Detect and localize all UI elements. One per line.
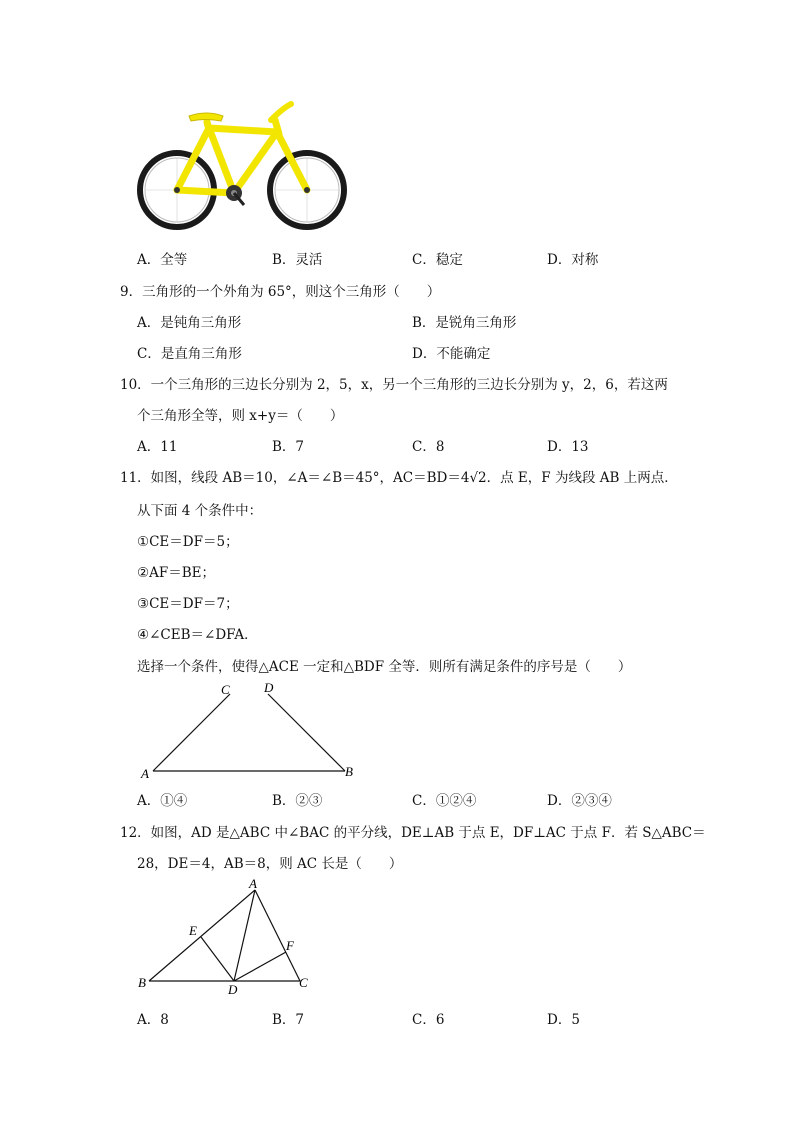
q11-label-b: B <box>345 764 353 779</box>
q8-option-b[interactable]: B．灵活 <box>272 252 323 268</box>
q12-stem-line1: 12．如图，AD 是△ABC 中∠BAC 的平分线，DE⊥AB 于点 E，DF⊥AC 于点 F．若 S△ABC＝ <box>120 825 706 841</box>
q10-option-c[interactable]: C．8 <box>412 439 445 455</box>
q12-label-b: B <box>138 975 146 990</box>
q12-label-e: E <box>189 923 197 938</box>
q10-option-b[interactable]: B．7 <box>272 439 305 455</box>
q11-segment-bd <box>268 694 345 771</box>
q11-option-c[interactable]: C．①②④ <box>412 793 477 809</box>
q11-option-b[interactable]: B．②③ <box>272 793 323 809</box>
q9-option-a[interactable]: A．是钝角三角形 <box>137 315 242 331</box>
q11-stem-line2: 从下面 4 个条件中： <box>137 503 263 519</box>
q12-segment-ac <box>255 890 300 981</box>
q10-option-d[interactable]: D．13 <box>547 439 589 455</box>
q11-label-d: D <box>264 680 274 695</box>
q10-stem-line1: 10．一个三角形的三边长分别为 2，5，x，另一个三角形的三边长分别为 y，2，6，若这两 <box>120 377 668 393</box>
q11-option-a[interactable]: A．①④ <box>137 793 188 809</box>
q11-label-c: C <box>221 682 230 697</box>
q11-label-a: A <box>141 766 149 781</box>
q12-option-b[interactable]: B．7 <box>272 1012 305 1028</box>
q12-label-c: C <box>299 975 308 990</box>
q12-label-f: F <box>286 938 294 953</box>
q11-segment-ac <box>153 694 230 771</box>
q12-option-a[interactable]: A．8 <box>137 1012 169 1028</box>
q12-segment-ab <box>149 890 255 981</box>
q12-option-c[interactable]: C．6 <box>412 1012 445 1028</box>
bicycle-image <box>137 100 352 237</box>
q11-condition-4: ④∠CEB＝∠DFA． <box>137 627 258 643</box>
q11-condition-2: ②AF＝BE； <box>137 565 215 581</box>
q11-option-d[interactable]: D．②③④ <box>547 793 612 809</box>
q9-option-b[interactable]: B．是锐角三角形 <box>412 315 517 331</box>
q11-stem-line1: 11．如图，线段 AB＝10，∠A＝∠B＝45°，AC＝BD＝4√2．点 E，F 为线段 AB 上两点． <box>120 470 678 486</box>
q9-option-c[interactable]: C．是直角三角形 <box>137 346 242 362</box>
q10-option-a[interactable]: A．11 <box>137 439 178 455</box>
q12-stem-line2: 28，DE＝4，AB＝8，则 AC 长是（ ） <box>137 856 403 872</box>
q8-option-a[interactable]: A．全等 <box>137 252 188 268</box>
q11-condition-1: ①CE＝DF＝5； <box>137 534 239 550</box>
q9-option-d[interactable]: D．不能确定 <box>412 346 491 362</box>
q12-option-d[interactable]: D．5 <box>547 1012 580 1028</box>
q11-condition-3: ③CE＝DF＝7； <box>137 596 239 612</box>
q12-label-a: A <box>249 876 257 891</box>
q12-label-d: D <box>228 982 238 997</box>
q11-figure <box>135 678 365 784</box>
q9-stem: 9．三角形的一个外角为 65°，则这个三角形（ ） <box>120 284 441 300</box>
q12-segment-de <box>201 937 234 981</box>
q8-option-d[interactable]: D．对称 <box>547 252 599 268</box>
q12-segment-df <box>234 952 286 981</box>
q10-stem-line2: 个三角形全等，则 x+y＝（ ） <box>137 408 344 424</box>
q11-stem-line3: 选择一个条件，使得△ACE 一定和△BDF 全等．则所有满足条件的序号是（ ） <box>137 659 632 675</box>
q12-figure <box>135 876 315 1001</box>
q8-option-c[interactable]: C．稳定 <box>412 252 463 268</box>
q12-segment-ad <box>234 890 255 981</box>
